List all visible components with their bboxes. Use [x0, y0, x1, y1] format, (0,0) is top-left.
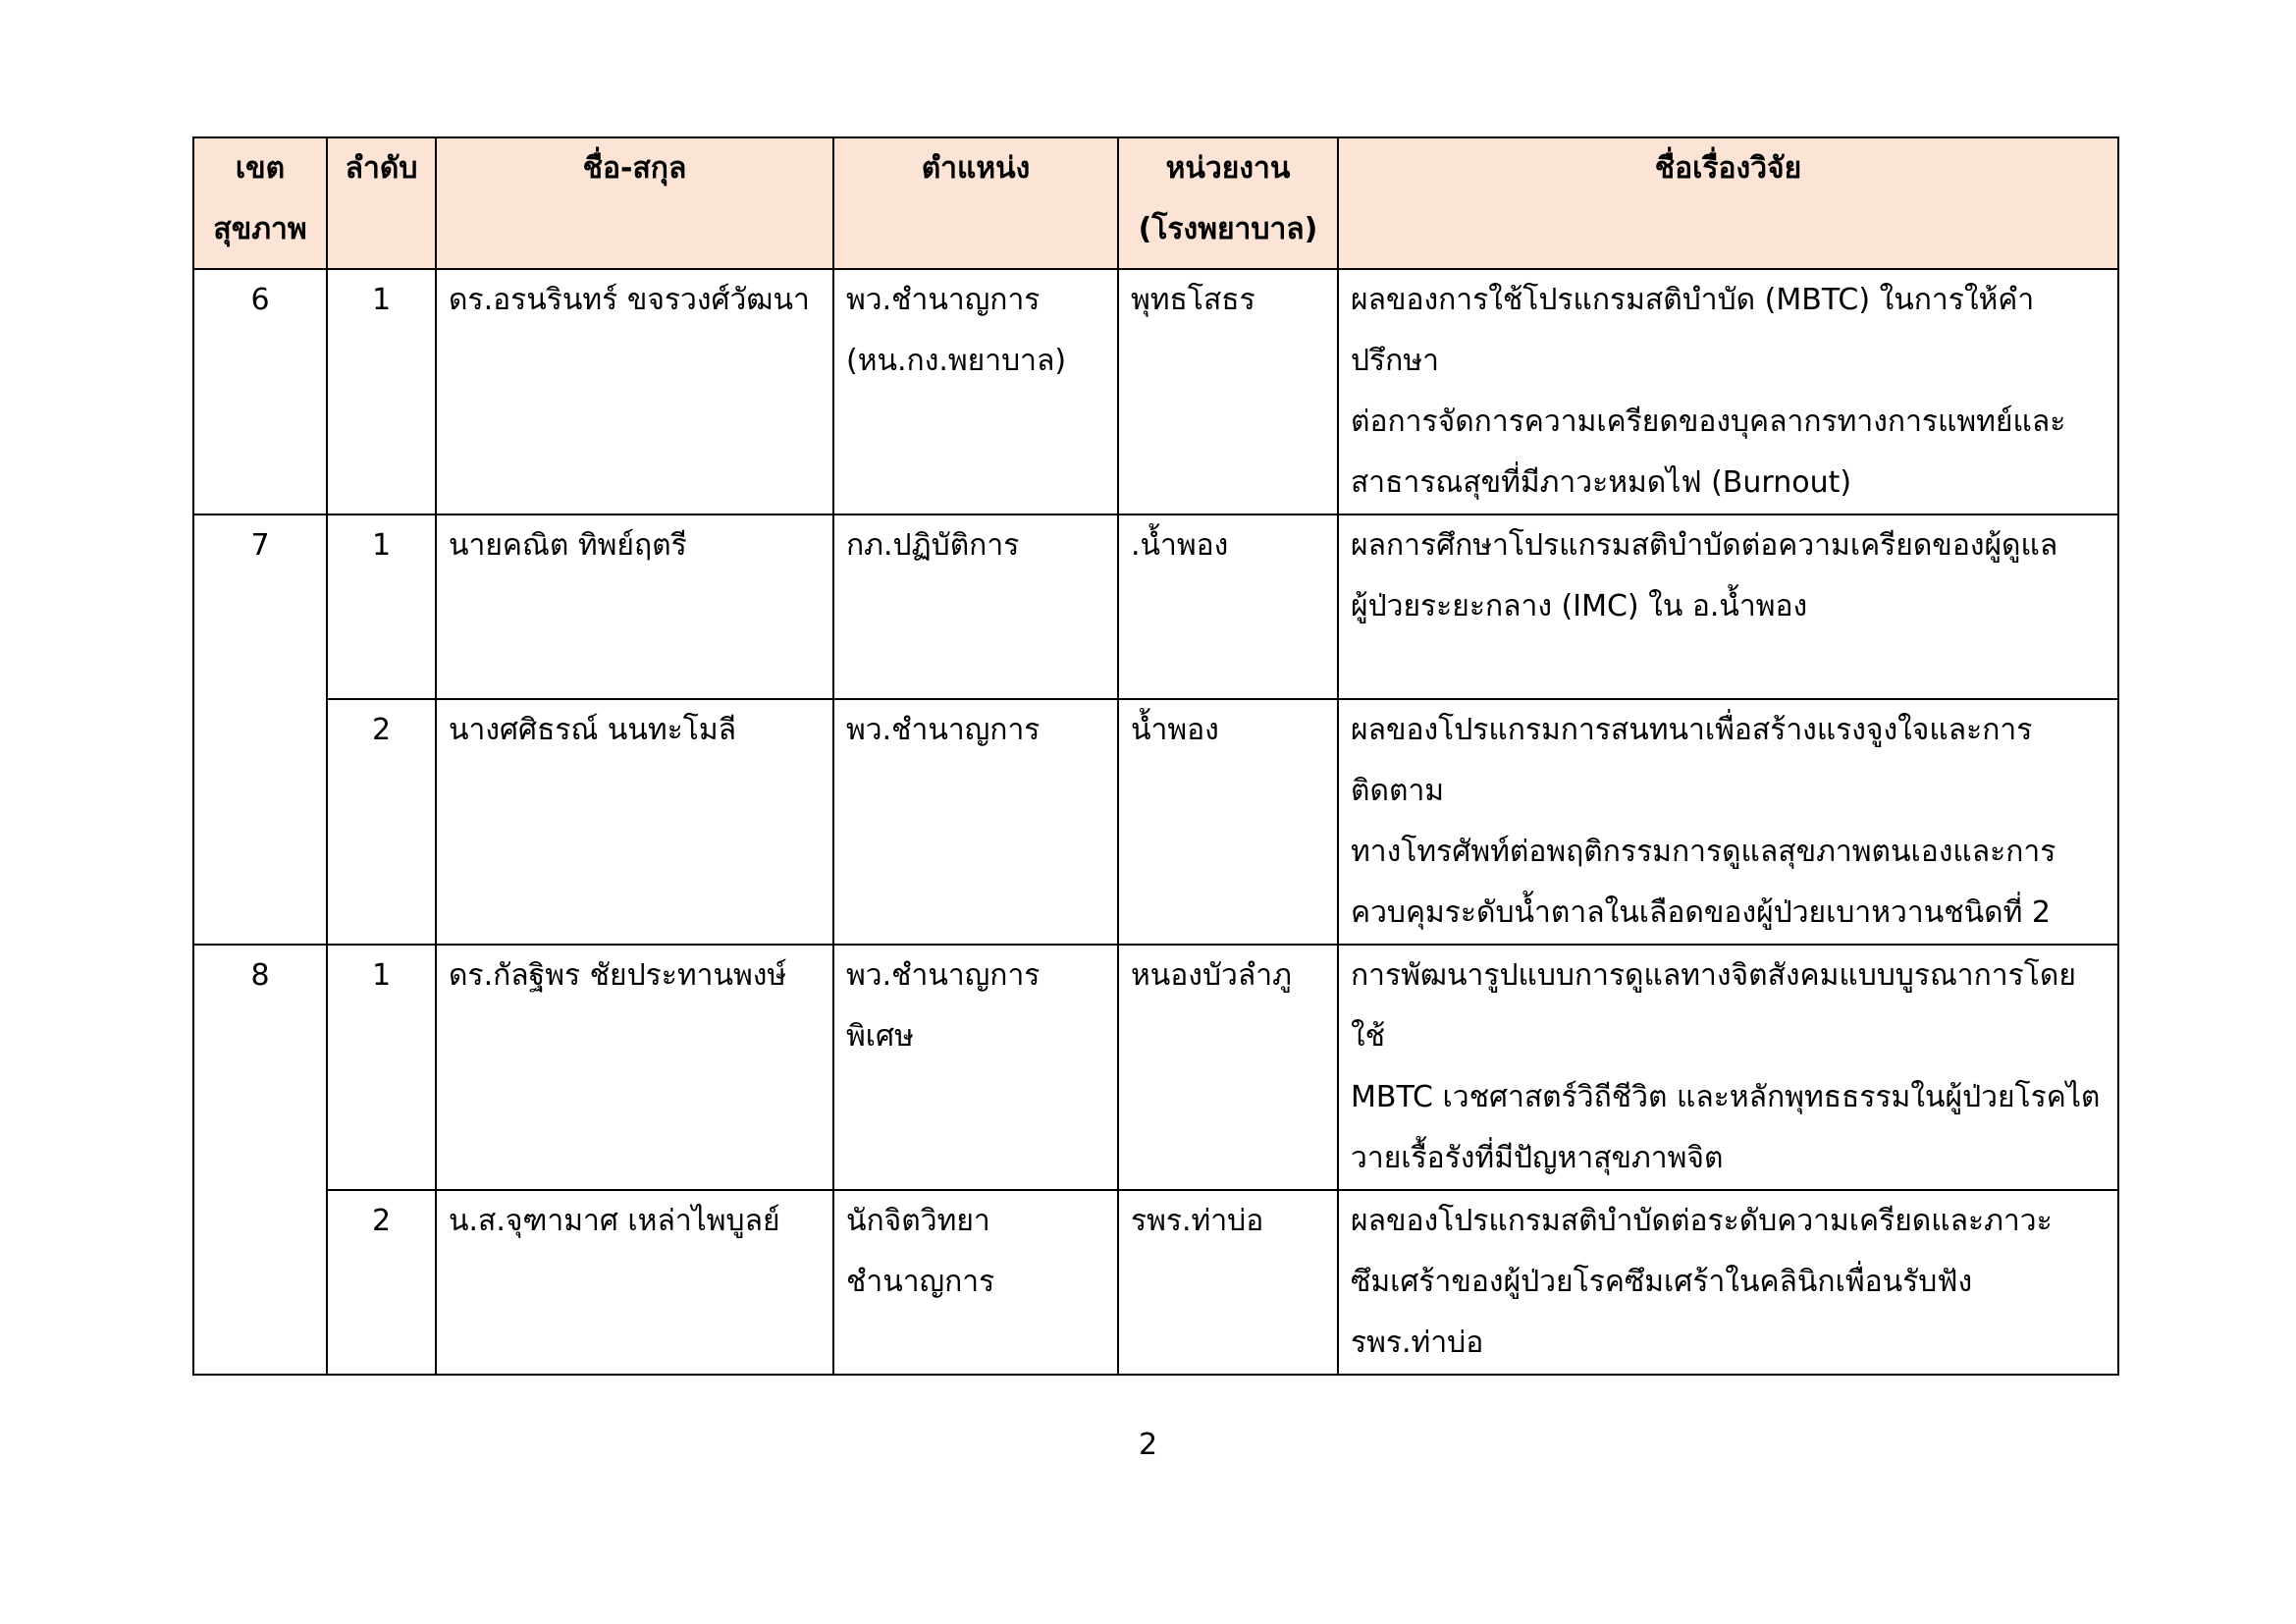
header-region: เขต สุขภาพ: [193, 137, 327, 269]
cell-order: 1: [327, 269, 436, 514]
cell-name: นายคณิต ทิพย์ฤตรี: [436, 514, 833, 699]
cell-unit: รพร.ท่าบ่อ: [1118, 1190, 1338, 1375]
cell-position: พว.ชำนาญการ: [833, 699, 1118, 945]
table-body: [193, 269, 2118, 1375]
cell-order: 1: [327, 945, 436, 1190]
cell-order: 1: [327, 514, 436, 699]
research-table: [192, 136, 2119, 1376]
table-header: [193, 137, 2118, 269]
cell-position: พว.ชำนาญการพิเศษ: [833, 945, 1118, 1190]
cell-position: กภ.ปฏิบัติการ: [833, 514, 1118, 699]
table-row: [193, 945, 2118, 1190]
cell-region: 7: [193, 514, 327, 945]
table-row: [193, 699, 2118, 945]
cell-unit: น้ำพอง: [1118, 699, 1338, 945]
header-row: [193, 137, 2118, 269]
cell-position: นักจิตวิทยา ชำนาญการ: [833, 1190, 1118, 1375]
cell-region: 8: [193, 945, 327, 1375]
cell-name: น.ส.จุฑามาศ เหล่าไพบูลย์: [436, 1190, 833, 1375]
header-name: ชื่อ-สกุล: [436, 137, 833, 269]
header-position: ตำแหน่ง: [833, 137, 1118, 269]
cell-name: ดร.กัลฐิพร ชัยประทานพงษ์: [436, 945, 833, 1190]
page-number: 2: [1138, 1428, 1158, 1462]
header-unit: หน่วยงาน (โรงพยาบาล): [1118, 137, 1338, 269]
cell-unit: พุทธโสธร: [1118, 269, 1338, 514]
table-row: [193, 1190, 2118, 1375]
cell-order: 2: [327, 1190, 436, 1375]
cell-name: นางศศิธรณ์ นนทะโมลี: [436, 699, 833, 945]
cell-position: พว.ชำนาญการ (หน.กง.พยาบาล): [833, 269, 1118, 514]
header-title: ชื่อเรื่องวิจัย: [1338, 137, 2118, 269]
cell-name: ดร.อรนรินทร์ ขจรวงศ์วัฒนา: [436, 269, 833, 514]
cell-order: 2: [327, 699, 436, 945]
table-row: [193, 514, 2118, 699]
header-order: ลำดับ: [327, 137, 436, 269]
cell-region: 6: [193, 269, 327, 514]
cell-title: ผลของการใช้โปรแกรมสติบำบัด (MBTC) ในการให้คำปรึกษา ต่อการจัดการความเครียดของบุคลากรทางการแพทย์และ สาธารณสุขที่มีภาวะหมดไฟ (Burnout): [1338, 269, 2118, 514]
cell-title: ผลของโปรแกรมการสนทนาเพื่อสร้างแรงจูงใจและการติดตาม ทางโทรศัพท์ต่อพฤติกรรมการดูแลสุขภาพตนเองและการ ควบคุมระดับน้ำตาลในเลือดของผู้ป่วยเบาหวานชนิดที่ 2: [1338, 699, 2118, 945]
cell-title: ผลการศึกษาโปรแกรมสติบำบัดต่อความเครียดของผู้ดูแล ผู้ป่วยระยะกลาง (IMC) ใน อ.น้ำพอง: [1338, 514, 2118, 699]
cell-title: ผลของโปรแกรมสติบำบัดต่อระดับความเครียดและภาวะ ซึมเศร้าของผู้ป่วยโรคซึมเศร้าในคลินิกเพื่อนรับฟัง รพร.ท่าบ่อ: [1338, 1190, 2118, 1375]
cell-unit: หนองบัวลำภู: [1118, 945, 1338, 1190]
table-row: [193, 269, 2118, 514]
cell-unit: .น้ำพอง: [1118, 514, 1338, 699]
cell-title: การพัฒนารูปแบบการดูแลทางจิตสังคมแบบบูรณาการโดยใช้ MBTC เวชศาสตร์วิถีชีวิต และหลักพุทธธรรมในผู้ป่วยโรคไต วายเรื้อรังที่มีปัญหาสุขภาพจิต: [1338, 945, 2118, 1190]
